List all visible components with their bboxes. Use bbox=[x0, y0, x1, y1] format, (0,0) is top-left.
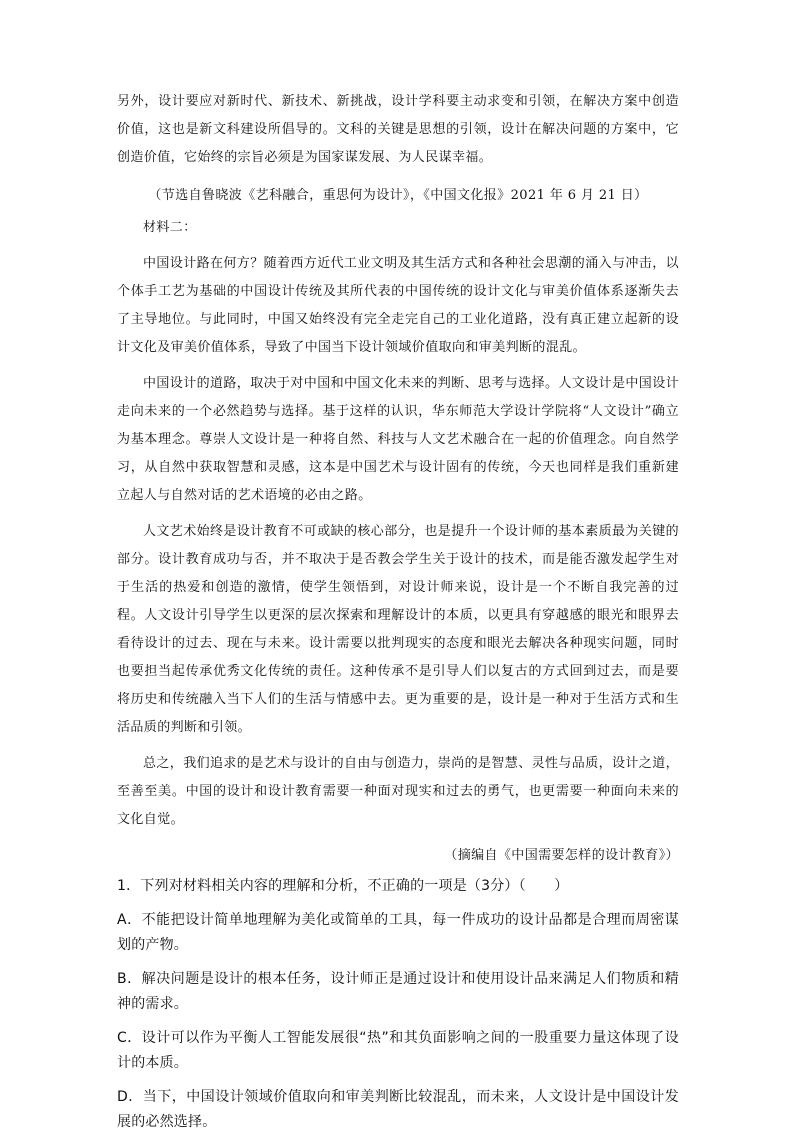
option-b: B．解决问题是设计的根本任务，设计师正是通过设计和使用设计品来满足人们物质和精神的需求。 bbox=[117, 971, 679, 1012]
option-c: C．设计可以作为平衡人工智能发展很“热”和其负面影响之间的一股重要力量这体现了设计的本质。 bbox=[117, 1030, 679, 1071]
option-a: A．不能把设计简单地理解为美化或简单的工具，每一件成功的设计品都是合理而周密谋划的产物。 bbox=[117, 912, 679, 953]
material-2-heading: 材料二： bbox=[143, 220, 197, 235]
source-citation-1: （节选自鲁晓波《艺科融合，重思何为设计》，《中国文化报》2021 年 6 月 21 日） bbox=[148, 188, 648, 203]
passage-paragraph-3: 人文艺术始终是设计教育不可或缺的核心部分，也是提升一个设计师的基本素质最为关键的部分。设计教育成功与否，并不取决于是否教会学生关于设计的技术，而是能否激发起学生对于生活的热爱和创造的激情，使学生领悟到，对设计师来说，设计是一个不断自我完善的过程。人文设计引导学生以更深的层次探索和理解设计的本质，以更具有穿越感的眼光和眼界去看待设计的过去、现在与未来。设计需要以批判现实的态度和眼光去解决各种现实问题，同时也要担当起传承优秀文化传统的责任。这种传承不是引导人们以复古的方式回到过去，而是要将历史和传统融入当下人们的生活与情感中去。更为重要的是，设计是一种对于生活方式和生活品质的判断和引领。 bbox=[117, 524, 680, 735]
passage-paragraph-1: 中国设计路在何方？随着西方近代工业文明及其生活方式和各种社会思潮的涌入与冲击，以个体手工艺为基础的中国设计传统及其所代表的中国传统的设计文化与审美价值体系逐渐失去了主导地位。与此同时，中国又始终没有完全走完自己的工业化道路，没有真正建立起新的设计文化及审美价值体系，导致了中国当下设计领域价值取向和审美判断的混乱。 bbox=[117, 256, 680, 355]
source-citation-2: （摘编自《中国需要怎样的设计教育》） bbox=[444, 848, 679, 863]
option-d: D．当下，中国设计领域价值取向和审美判断比较混乱，而未来，人文设计是中国设计发展的必然选择。 bbox=[117, 1089, 679, 1130]
passage-paragraph-2: 中国设计的道路，取决于对中国和中国文化未来的判断、思考与选择。人文设计是中国设计走向未来的一个必然趋势与选择。基于这样的认识，华东师范大学设计学院将“人文设计”确立为基本理念。尊崇人文设计是一种将自然、科技与人文艺术融合在一起的价值理念。向自然学习，从自然中获取智慧和灵感，这本是中国艺术与设计固有的传统，今天也同样是我们重新建立起人与自然对话的艺术语境的必由之路。 bbox=[117, 376, 680, 503]
passage-paragraph-intro: 另外，设计要应对新时代、新技术、新挑战，设计学科要主动求变和引领，在解决方案中创造价值，这也是新文科建设所倡导的。文科的关键是思想的引领，设计在解决问题的方案中，它创造价值，它始终的宗旨必须是为国家谋发展、为人民谋幸福。 bbox=[117, 94, 679, 165]
question-stem: 1．下列对材料相关内容的理解和分析，不正确的一项是（3分）（ ） bbox=[117, 878, 569, 894]
passage-paragraph-4: 总之，我们追求的是艺术与设计的自由与创造力，崇尚的是智慧、灵性与品质，设计之道，至善至美。中国的设计和设计教育需要一种面对现实和过去的勇气，也更需要一种面向未来的文化自觉。 bbox=[117, 756, 680, 827]
